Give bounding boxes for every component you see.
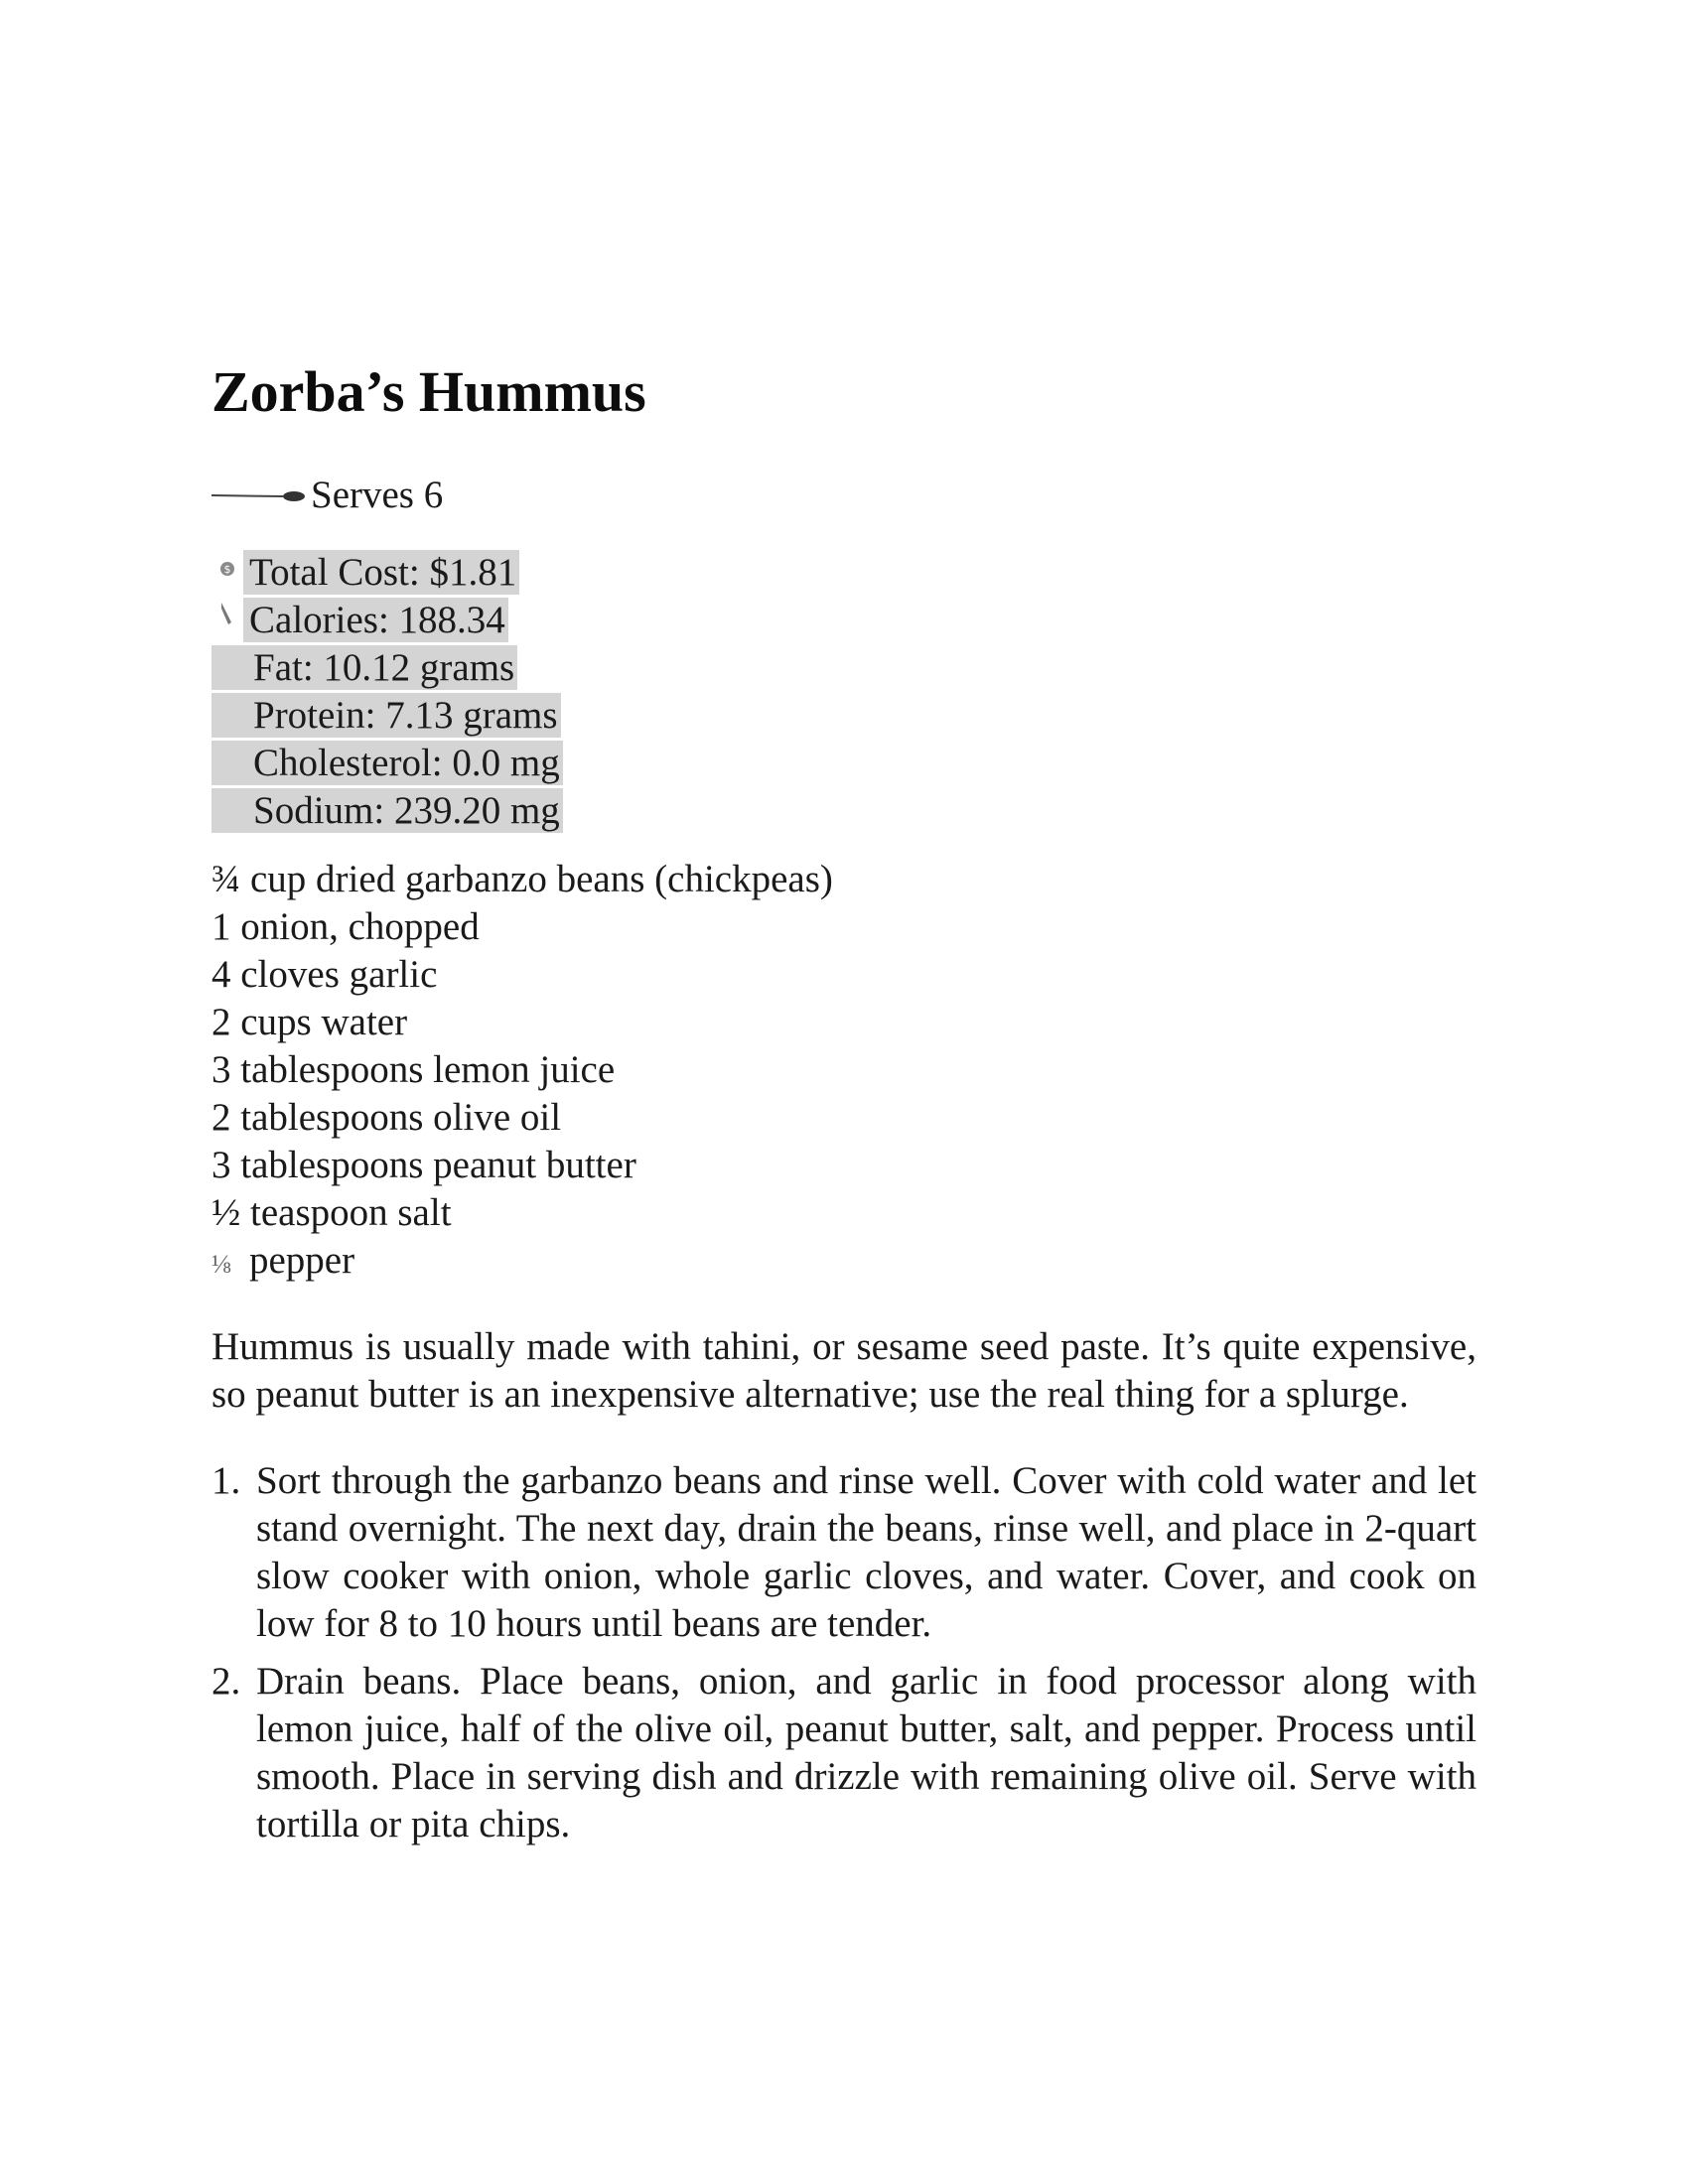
ingredient-item: 4 cloves garlic	[211, 953, 438, 996]
step-number: 2.	[211, 1660, 241, 1703]
nutrition-row-calories	[211, 596, 1477, 643]
nutrition-row-cholesterol	[211, 739, 1477, 786]
ingredient-item-pepper	[211, 1237, 1477, 1285]
svg-text:$: $	[223, 563, 231, 576]
fat: Fat: 10.12 grams	[211, 645, 517, 690]
recipe-page	[211, 357, 1477, 1887]
step-item	[211, 1457, 1477, 1648]
step-item	[211, 1658, 1477, 1848]
nutrition-row-sodium	[211, 786, 1477, 834]
ingredient-item: 1 onion, chopped	[211, 905, 480, 948]
step-text: Drain beans. Place beans, onion, and garlic in food processor along with lemon juice, half of the olive oil, peanut butter, salt, and pepper. Process until smooth. Place in serving dish and drizzle with remaining olive oil. Serve with tortilla or pita chips.	[256, 1660, 1477, 1845]
one-eighth-fraction: ⅛	[211, 1250, 231, 1279]
nutrition-info	[211, 548, 1477, 834]
sodium: Sodium: 239.20 mg	[211, 788, 563, 833]
step-list	[211, 1457, 1477, 1848]
knife-icon	[211, 597, 243, 642]
nutrition-row-protein	[211, 691, 1477, 739]
ingredient-list	[211, 856, 1477, 1285]
recipe-title: Zorba’s Hummus	[211, 359, 646, 424]
ingredient-pepper-text: pepper	[249, 1239, 355, 1282]
ingredient-item: 2 cups water	[211, 1001, 408, 1043]
cholesterol: Cholesterol: 0.0 mg	[211, 741, 563, 785]
nutrition-row-cost	[211, 548, 1477, 596]
total-cost: Total Cost: $1.81	[243, 550, 519, 595]
step-text: Sort through the garbanzo beans and rinse well. Cover with cold water and let stand overnight. The next day, drain the beans, rinse well, and place in 2-quart slow cooker with onion, whole garlic cloves, and water. Cover, and cook on low for 8 to 10 hours until beans are tender.	[256, 1459, 1477, 1645]
serves-text: Serves 6	[311, 474, 444, 516]
nutrition-row-fat	[211, 643, 1477, 691]
ingredient-item: 3 tablespoons peanut butter	[211, 1144, 636, 1186]
ingredient-item: 2 tablespoons olive oil	[211, 1096, 562, 1139]
spoon-icon	[211, 485, 307, 505]
dollar-icon	[211, 549, 243, 595]
serves-line	[211, 473, 1477, 518]
recipe-intro: Hummus is usually made with tahini, or sesame seed paste. It’s quite expensive, so peanut butter is an inexpensive alternative; use the real thing for a splurge.	[211, 1325, 1477, 1416]
ingredient-item: 3 tablespoons lemon juice	[211, 1048, 616, 1091]
ingredient-item: ½ teaspoon salt	[211, 1191, 452, 1234]
ingredient-item: ¾ cup dried garbanzo beans (chickpeas)	[211, 858, 833, 900]
step-number: 1.	[211, 1459, 241, 1502]
protein: Protein: 7.13 grams	[211, 693, 561, 738]
calories: Calories: 188.34	[243, 598, 508, 642]
